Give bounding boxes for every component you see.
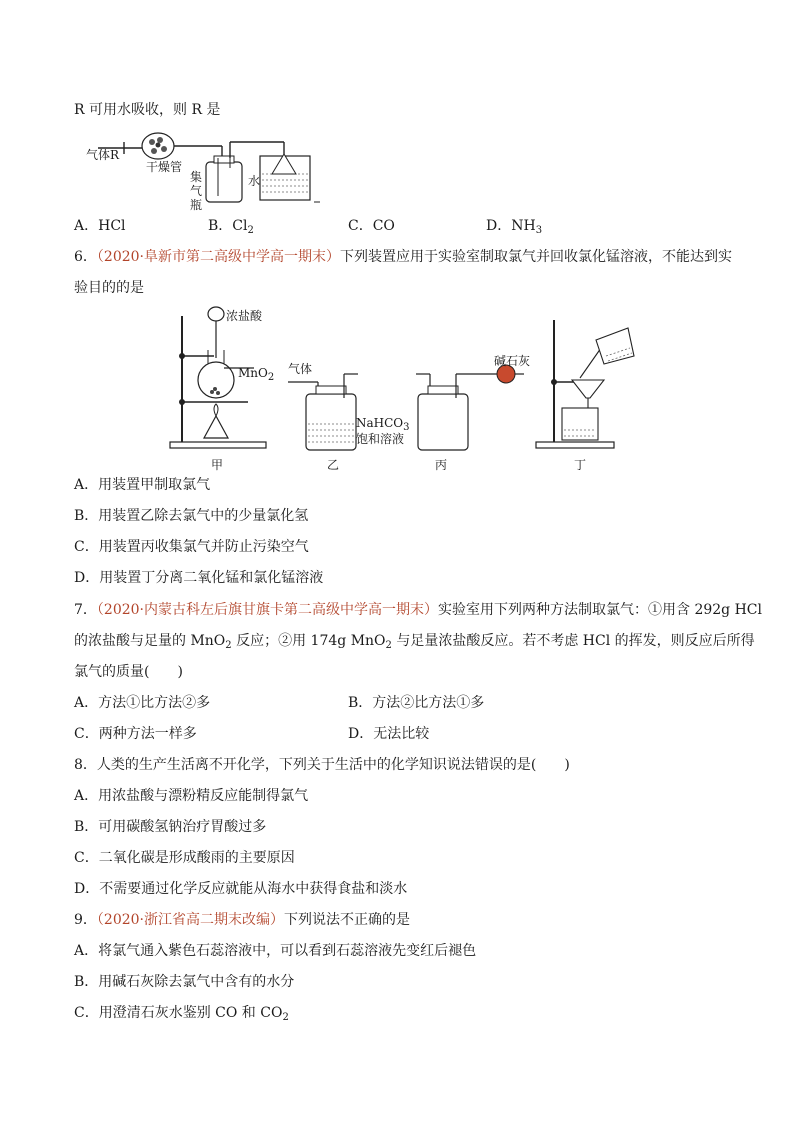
q6-stem-line-1: 6．（2020·阜新市第二高级中学高一期末）下列装置应用于实验室制取氯气并回收氯化锰溶液，不能达到实 (74, 249, 733, 265)
q5-fig-bottle-label-2: 气 (190, 184, 203, 198)
q8-option-a: A．用浓盐酸与漂粉精反应能制得氯气 (74, 788, 309, 804)
q6-source: （2020·阜新市第二高级中学高一期末） (96, 249, 341, 265)
q5-fig-dryer-label: 干燥管 (146, 160, 183, 174)
q9-option-a: A．将氯气通入紫色石蕊溶液中，可以看到石蕊溶液先变红后褪色 (74, 943, 477, 959)
q7-option-c: C．两种方法一样多 (74, 726, 197, 742)
q5-option-d: D．$NH_3$ (486, 218, 543, 236)
q8-option-b: B．可用碳酸氢钠治疗胃酸过多 (74, 819, 267, 835)
q6-fig-lime-label: 碱石灰 (494, 354, 531, 368)
q6-fig-mno2-label: MnO$_2$ (238, 366, 275, 383)
q9-option-b: B．用碱石灰除去氯气中含有的水分 (74, 974, 295, 990)
q6-option-c: C．用装置丙收集氯气并防止污染空气 (74, 539, 309, 555)
q8-option-c: C．二氧化碳是形成酸雨的主要原因 (74, 850, 295, 866)
q6-fig-saturated-label: 饱和溶液 (356, 432, 405, 446)
q7-stem-line-2: 的浓盐酸与足量的 MnO$_2$ 反应；②用 174g MnO$_2$ 与足量浓盐酸反应。若不考虑 HCl 的挥发，则反应后所得 (74, 633, 755, 651)
q7-stem-line-3: 氯气的质量( ) (74, 664, 183, 680)
q5-apparatus-figure (84, 124, 324, 206)
q6-fig-label-ding: 丁 (574, 458, 587, 472)
q6-fig-label-jia: 甲 (211, 458, 224, 472)
q9-source: （2020·浙江省高二期末改编） (96, 912, 285, 928)
q9-stem: 9．（2020·浙江省高二期末改编）下列说法不正确的是 (74, 912, 411, 928)
q6-stem-line-2: 验目的的是 (74, 280, 144, 296)
q9-option-c: C．用澄清石灰水鉴别 CO 和 $CO_2$ (74, 1005, 289, 1023)
q8-stem: 8．人类的生产生活离不开化学，下列关于生活中的化学知识说法错误的是( ) (74, 757, 570, 773)
q5-stem: R 可用水吸收，则 R 是 (74, 102, 221, 118)
q6-option-d: D．用装置丁分离二氧化锰和氯化锰溶液 (74, 570, 324, 586)
q6-fig-gas-label: 气体 (288, 362, 313, 376)
q5-option-c: C．CO (348, 218, 395, 234)
q7-option-b: B．方法②比方法①多 (348, 695, 485, 711)
q5-fig-bottle-label-3: 瓶 (190, 198, 203, 212)
q6-fig-label-yi: 乙 (327, 458, 340, 472)
q5-fig-gas-label: 气体R (86, 148, 120, 162)
q6-fig-nahco3-label: NaHCO$_3$ (356, 416, 410, 433)
q7-option-d: D．无法比较 (348, 726, 430, 742)
q6-option-a: A．用装置甲制取氯气 (74, 477, 211, 493)
q5-fig-water-label: 水 (248, 174, 261, 188)
q7-source: （2020·内蒙古科左后旗甘旗卡第二高级中学高一期末） (96, 602, 438, 618)
q6-fig-acid-label: 浓盐酸 (226, 309, 263, 323)
q5-fig-bottle-label-1: 集 (190, 170, 203, 184)
q7-option-a: A．方法①比方法②多 (74, 695, 211, 711)
q5-option-b: B．$Cl_2$ (208, 218, 254, 236)
q6-fig-label-bing: 丙 (435, 458, 448, 472)
q7-stem-line-1: 7．（2020·内蒙古科左后旗甘旗卡第二高级中学高一期末）实验室用下列两种方法制取氯气：①用含 292g HCl (74, 602, 762, 618)
q6-option-b: B．用装置乙除去氯气中的少量氯化氢 (74, 508, 309, 524)
q8-option-d: D．不需要通过化学反应就能从海水中获得食盐和淡水 (74, 881, 408, 897)
q5-option-a: A．HCl (74, 218, 126, 234)
